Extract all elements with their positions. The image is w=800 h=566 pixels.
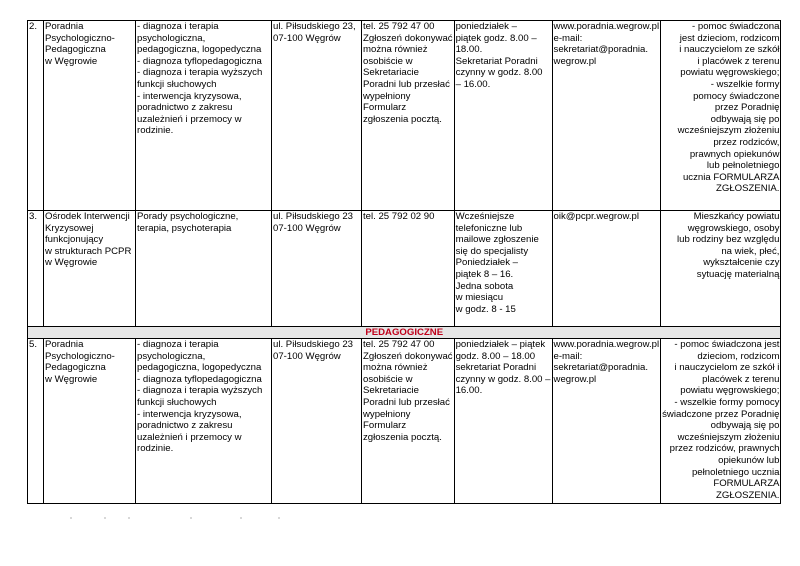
- cell-line: zgłoszenia pocztą.: [363, 113, 442, 125]
- cell-line: w Węgrowie: [45, 257, 98, 269]
- cell-line: wegrow.pl: [553, 55, 597, 67]
- cell-line: opiekunów lub: [718, 454, 780, 466]
- services-cell: [136, 21, 272, 211]
- cell-line: w godz. 8 - 15: [455, 303, 516, 315]
- cell-line: 07-100 Węgrów: [273, 350, 341, 362]
- table-row: [28, 211, 781, 327]
- cell-line: pedagogiczna, logopedyczna: [137, 44, 262, 56]
- cell-line: pełnoletniego ucznia: [691, 466, 780, 478]
- cell-line: wcześniejszym złożeniu: [677, 431, 780, 443]
- cell-line: - diagnoza tyflopedagogiczna: [137, 373, 262, 385]
- cell-line: Ośrodek Interwencji: [45, 211, 130, 222]
- cell-line: piątek godz. 8.00 –: [455, 32, 537, 44]
- cell-line: tel. 25 792 47 00: [363, 21, 435, 32]
- cell-line: 07-100 Węgrów: [273, 222, 341, 234]
- cell-line: i nauczycielom ze szkół i: [674, 362, 780, 374]
- cell-line: ul. Piłsudskiego 23: [273, 211, 353, 222]
- cell-line: - pomoc świadczona jest: [674, 339, 780, 350]
- institution-name: [44, 21, 136, 211]
- phone-cell: [362, 339, 455, 504]
- cell-line: wykształcenie czy: [703, 257, 780, 269]
- table-row: [28, 21, 781, 211]
- cell-line: sekretariat@poradnia.: [553, 44, 649, 56]
- cell-line: i nauczycielom ze szkół: [679, 44, 780, 56]
- cell-line: odbywają się po: [710, 113, 780, 125]
- cell-line: ZGŁOSZENIA.: [716, 183, 780, 195]
- cell-line: funkcji słuchowych: [137, 396, 217, 408]
- cell-line: Poradni lub przesłać: [363, 78, 450, 90]
- section-title: PEDAGOGICZNE: [28, 327, 781, 339]
- cell-line: 16.00.: [455, 385, 483, 397]
- cell-line: - wszelkie formy: [710, 78, 780, 90]
- cell-line: Pedagogiczna: [45, 362, 106, 374]
- cell-line: osobiście w: [363, 55, 413, 67]
- row-number: 3.: [28, 211, 44, 327]
- cell-line: sekretariat Poradni: [455, 362, 537, 374]
- cell-line: przez rodziców, prawnych: [669, 443, 780, 455]
- contact-cell: [552, 21, 661, 211]
- cell-line: funkcjonujący: [45, 234, 104, 246]
- cell-line: - pomoc świadczona: [692, 21, 780, 32]
- cell-line: wegrow.pl: [553, 373, 597, 385]
- cell-line: Psychologiczno-: [45, 32, 115, 44]
- cell-line: - diagnoza i terapia: [137, 339, 219, 350]
- cell-line: w miesiącu: [455, 292, 504, 304]
- cell-line: sekretariat@poradnia.: [553, 362, 649, 374]
- cell-line: Jedna sobota: [455, 280, 514, 292]
- cell-line: - diagnoza tyflopedagogiczna: [137, 55, 262, 67]
- cell-line: odbywają się po: [710, 420, 780, 432]
- cell-line: oik@pcpr.wegrow.pl: [553, 211, 639, 222]
- cell-line: Poradnia: [45, 21, 84, 32]
- cell-line: psychologiczna,: [137, 350, 206, 362]
- cell-line: 18.00.: [455, 44, 483, 56]
- cell-line: Poradnia: [45, 339, 84, 350]
- hours-cell: [454, 339, 552, 504]
- cell-line: Wcześniejsze: [455, 211, 515, 222]
- cell-line: zgłoszenia pocztą.: [363, 431, 442, 443]
- cell-line: wcześniejszym złożeniu: [677, 125, 780, 137]
- cell-line: ucznia FORMULARZA: [682, 171, 780, 183]
- cell-line: Pedagogiczna: [45, 44, 106, 56]
- cell-line: Mieszkańcy powiatu: [693, 211, 780, 222]
- cell-line: Porady psychologiczne,: [137, 211, 239, 222]
- eligibility-cell: [661, 339, 781, 504]
- cell-line: Zgłoszeń dokonywać: [363, 350, 453, 362]
- cell-line: rodzinie.: [137, 125, 174, 137]
- eligibility-cell: [661, 21, 781, 211]
- cell-line: w Węgrowie: [45, 373, 98, 385]
- cell-line: ul. Piłsudskiego 23,: [273, 21, 356, 32]
- cell-line: 07-100 Węgrów: [273, 32, 341, 44]
- cell-line: - diagnoza i terapia: [137, 21, 219, 32]
- address-cell: [272, 339, 362, 504]
- cell-line: Formularz: [363, 102, 407, 114]
- cell-line: - diagnoza i terapia wyższych: [137, 67, 263, 79]
- section-header-row: [28, 327, 781, 339]
- cell-line: godz. 8.00 – 18.00: [455, 350, 536, 362]
- cell-line: uzależnień i przemocy w: [137, 113, 242, 125]
- cell-line: ul. Piłsudskiego 23: [273, 339, 353, 350]
- cell-line: www.poradnia.wegrow.pl: [553, 339, 660, 350]
- services-cell: [136, 211, 272, 327]
- contact-cell: [552, 339, 661, 504]
- address-cell: [272, 21, 362, 211]
- cell-line: uzależnień i przemocy w: [137, 431, 242, 443]
- cell-line: Poradni lub przesłać: [363, 396, 450, 408]
- cell-line: funkcji słuchowych: [137, 78, 217, 90]
- address-cell: [272, 211, 362, 327]
- cell-line: na wiek, płeć,: [721, 245, 780, 257]
- institution-name: [44, 339, 136, 504]
- cell-line: lub rodziny bez względu: [677, 234, 780, 246]
- cell-line: pomocy świadczone: [693, 90, 780, 102]
- cell-line: lub pełnoletniego: [706, 160, 780, 172]
- cell-line: dzieciom, rodzicom: [697, 350, 780, 362]
- cell-line: piątek 8 – 16.: [455, 268, 514, 280]
- cell-line: powiatu węgrowskiego;: [680, 67, 780, 79]
- cell-line: – 16.00.: [455, 78, 491, 90]
- cell-line: osobiście w: [363, 373, 413, 385]
- cell-line: psychologiczna,: [137, 32, 206, 44]
- cell-line: - interwencja kryzysowa,: [137, 90, 242, 102]
- cell-line: ZGŁOSZENIA.: [716, 489, 780, 501]
- hours-cell: [454, 211, 552, 327]
- cell-line: można również: [363, 362, 428, 374]
- cell-line: przez rodziców,: [713, 136, 780, 148]
- cell-line: Zgłoszeń dokonywać: [363, 32, 453, 44]
- cell-line: telefoniczne lub: [455, 222, 523, 234]
- cell-line: świadczone przez Poradnię: [662, 408, 780, 420]
- cell-line: Poniedziałek –: [455, 257, 518, 269]
- cell-line: - interwencja kryzysowa,: [137, 408, 242, 420]
- cell-line: i placówek z terenu: [697, 55, 780, 67]
- cell-line: - diagnoza i terapia wyższych: [137, 385, 263, 397]
- cell-line: mailowe zgłoszenie: [455, 234, 539, 246]
- phone-cell: [362, 21, 455, 211]
- cell-line: wypełniony: [363, 408, 411, 420]
- contact-cell: [552, 211, 661, 327]
- cell-line: poradnictwo z zakresu: [137, 102, 233, 114]
- cell-line: wypełniony: [363, 90, 411, 102]
- eligibility-cell: [661, 211, 781, 327]
- cell-line: czynny w godz. 8.00 –: [455, 373, 551, 385]
- cell-line: Sekretariacie: [363, 67, 419, 79]
- cell-line: w Węgrowie: [45, 55, 98, 67]
- cell-line: węgrowskiego, osoby: [687, 222, 780, 234]
- cell-line: www.poradnia.wegrow.pl: [553, 21, 660, 32]
- cell-line: placówek z terenu: [702, 373, 780, 385]
- cell-line: Psychologiczno-: [45, 350, 115, 362]
- cell-line: Sekretariat Poradni: [455, 55, 538, 67]
- cell-line: tel. 25 792 02 90: [363, 211, 435, 222]
- cell-line: e-mail:: [553, 32, 583, 44]
- cell-line: w strukturach PCPR: [45, 245, 132, 257]
- cell-line: rodzinie.: [137, 443, 174, 455]
- table-row: [28, 339, 781, 504]
- row-number: 2.: [28, 21, 44, 211]
- cell-line: sytuację materialną: [696, 268, 780, 280]
- cell-line: czynny w godz. 8.00: [455, 67, 543, 79]
- cell-line: poradnictwo z zakresu: [137, 420, 233, 432]
- cell-line: powiatu węgrowskiego;: [680, 385, 780, 397]
- phone-cell: [362, 211, 455, 327]
- hours-cell: [454, 21, 552, 211]
- cell-line: można również: [363, 44, 428, 56]
- cell-line: terapia, psychoterapia: [137, 222, 232, 234]
- cell-line: Formularz: [363, 420, 407, 432]
- cell-line: jest dzieciom, rodzicom: [679, 32, 780, 44]
- cell-line: - wszelkie formy pomocy: [674, 396, 780, 408]
- cell-line: poniedziałek – piątek: [455, 339, 546, 350]
- cell-line: tel. 25 792 47 00: [363, 339, 435, 350]
- cell-line: pedagogiczna, logopedyczna: [137, 362, 262, 374]
- row-number: 5.: [28, 339, 44, 504]
- cell-line: e-mail:: [553, 350, 583, 362]
- cell-line: przez Poradnię: [714, 102, 780, 114]
- cell-line: FORMULARZA: [713, 478, 780, 490]
- institution-name: [44, 211, 136, 327]
- services-table: [27, 20, 781, 504]
- cell-line: prawnych opiekunów: [689, 148, 780, 160]
- cell-line: poniedziałek –: [455, 21, 517, 32]
- services-cell: [136, 339, 272, 504]
- cell-line: Kryzysowej: [45, 222, 94, 234]
- scan-artifact: [70, 517, 290, 521]
- cell-line: się do specjalisty: [455, 245, 529, 257]
- cell-line: Sekretariacie: [363, 385, 419, 397]
